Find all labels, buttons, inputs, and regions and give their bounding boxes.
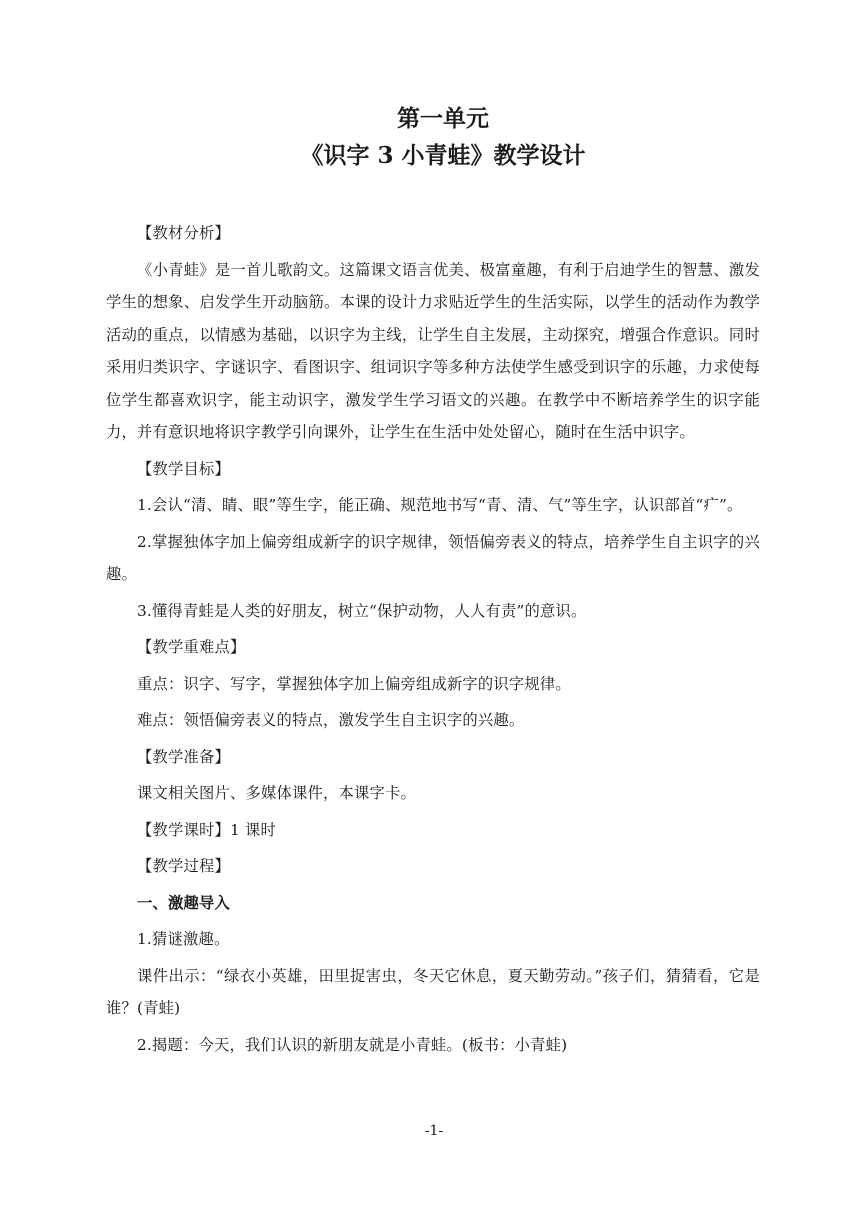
preparation-text: 课文相关图片、多媒体课件，本课字卡。 [137, 784, 416, 802]
unit-title: 第一单元 [397, 105, 489, 132]
step-1-item-1-text: 课件出示：“绿衣小英雄，田里捉害虫，冬天它休息，夏天勤劳动。”孩子们，猜猜看，它是谁？(青蛙) [106, 966, 760, 1017]
analysis-heading: 【教材分析】 [137, 224, 230, 242]
lesson-title: 《识字 3 小青蛙》教学设计 [300, 142, 586, 169]
class-hours: 【教学课时】1 课时 [137, 820, 276, 839]
step-1-item-2: 2.揭题：今天，我们认识的新朋友就是小青蛙。(板书：小青蛙) [137, 1035, 568, 1054]
preparation-heading: 【教学准备】 [137, 747, 230, 766]
difficult-point: 难点：领悟偏旁表义的特点，激发学生自主识字的兴趣。 [137, 711, 525, 729]
goal-item-1: 1.会认“清、睛、眼”等生字，能正确、规范地书写“青、清、气”等生字，认识部首“疒”。 [137, 496, 743, 514]
goals-heading: 【教学目标】 [137, 459, 230, 478]
step-1-item-1: 1.猜谜激趣。 [137, 930, 230, 948]
step-1-heading: 一、激趣导入 [137, 893, 230, 912]
key-point: 重点：识字、写字，掌握独体字加上偏旁组成新字的识字规律。 [137, 674, 571, 693]
process-heading: 【教学过程】 [137, 857, 230, 875]
page-number: -1- [424, 1123, 444, 1139]
analysis-paragraph: 《小青蛙》是一首儿歌韵文。这篇课文语言优美、极富童趣，有利于启迪学生的智慧、激发学生的想象、启发学生开动脑筋。本课的设计力求贴近学生的生活实际，以学生的活动作为教学活动的重点，以情感为基础，以识字为主线，让学生自主发展，主动探究，增强合作意识。同时采用归类识字、字谜识字、看图识字、组词识字等多种方法使学生感受到识字的乐趣，力求使每位学生都喜欢识字，能主动识字，激发学生学习语文的兴趣。在教学中不断培养学生的识字能力，并有意识地将识字教学引向课外，让学生在生活中处处留心，随时在生活中识字。 [106, 260, 760, 441]
goal-item-2: 2.掌握独体字加上偏旁组成新字的识字规律，领悟偏旁表义的特点，培养学生自主识字的兴趣。 [106, 532, 760, 583]
key-difficult-heading: 【教学重难点】 [137, 638, 246, 656]
goal-item-3: 3.懂得青蛙是人类的好朋友，树立“保护动物，人人有责”的意识。 [137, 601, 587, 620]
